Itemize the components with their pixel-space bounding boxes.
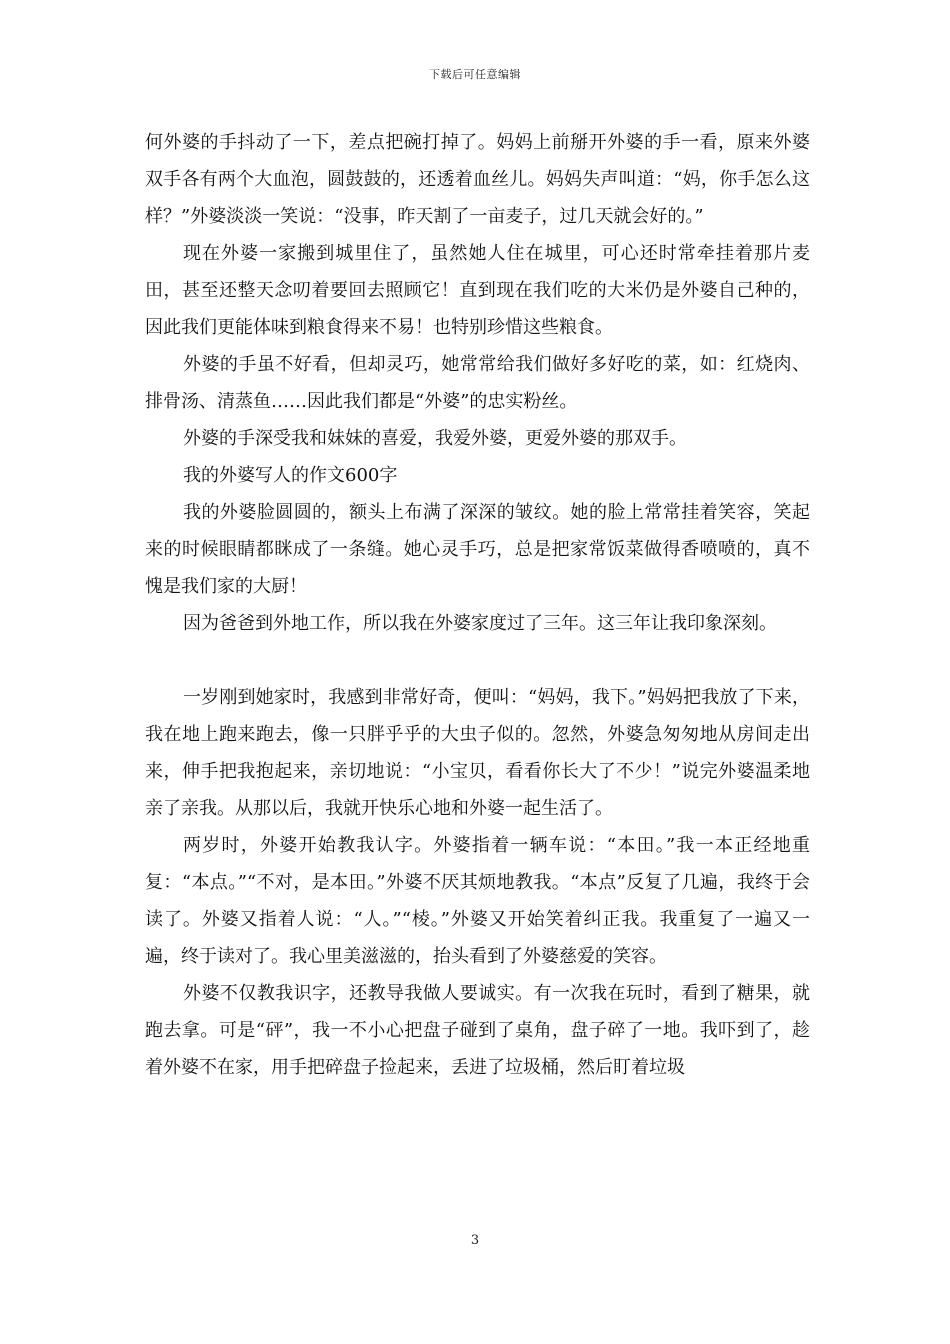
paragraph: 一岁刚到她家时，我感到非常好奇，便叫：“妈妈，我下。”妈妈把我放了下来，我在地上跑来跑去，像一只胖乎乎的大虫子似的。忽然，外婆急匆匆地从房间走出来，伸手把我抱起来，亲切地说：“小宝贝，看看你长大了不少！”说完外婆温柔地亲了亲我。从那以后，我就开快乐心地和外婆一起生活了。 [145, 687, 810, 819]
page-number: 3 [470, 1233, 480, 1248]
paragraph: 两岁时，外婆开始教我认字。外婆指着一辆车说：“本田。”我一本正经地重复：“本点。”“不对，是本田。”外婆不厌其烦地教我。“本点”反复了几遍，我终于会读了。外婆又指着人说：“人。”“棱。”外婆又开始笑着纠正我。我重复了一遍又一遍，终于读对了。我心里美滋滋的，抬头看到了外婆慈爱的笑容。 [145, 835, 810, 967]
paragraph: 因为爸爸到外地工作，所以我在外婆家度过了三年。这三年让我印象深刻。 [183, 613, 777, 634]
essay-title: 我的外婆写人的作文600字 [183, 465, 398, 486]
paragraph: 外婆的手深受我和妹妹的喜爱，我爱外婆，更爱外婆的那双手。 [183, 428, 687, 449]
document-body [145, 124, 810, 1086]
page-header: 下载后可任意编辑 [429, 68, 521, 81]
paragraph: 现在外婆一家搬到城里住了，虽然她人住在城里，可心还时常牵挂着那片麦田，甚至还整天念叨着要回去照顾它！直到现在我们吃的大米仍是外婆自己种的，因此我们更能体味到粮食得来不易！也特别珍惜这些粮食。 [145, 243, 810, 338]
paragraph: 外婆不仅教我识字，还教导我做人要诚实。有一次我在玩时，看到了糖果，就跑去拿。可是“砰”，我一不小心把盘子碰到了桌角，盘子碎了一地。我吓到了，趁着外婆不在家，用手把碎盘子捡起来，丢进了垃圾桶，然后盯着垃圾 [145, 983, 810, 1078]
paragraph: 我的外婆脸圆圆的，额头上布满了深深的皱纹。她的脸上常常挂着笑容，笑起来的时候眼睛都眯成了一条缝。她心灵手巧，总是把家常饭菜做得香喷喷的，真不愧是我们家的大厨！ [145, 502, 810, 597]
paragraph: 何外婆的手抖动了一下，差点把碗打掉了。妈妈上前掰开外婆的手一看，原来外婆双手各有两个大血泡，圆鼓鼓的，还透着血丝儿。妈妈失声叫道：“妈，你手怎么这样？”外婆淡淡一笑说：“没事，昨天割了一亩麦子，过几天就会好的。” [145, 132, 810, 227]
blank-line [145, 642, 810, 679]
paragraph: 外婆的手虽不好看，但却灵巧，她常常给我们做好多好吃的菜，如：红烧肉、排骨汤、清蒸鱼……因此我们都是“外婆”的忠实粉丝。 [145, 354, 810, 412]
